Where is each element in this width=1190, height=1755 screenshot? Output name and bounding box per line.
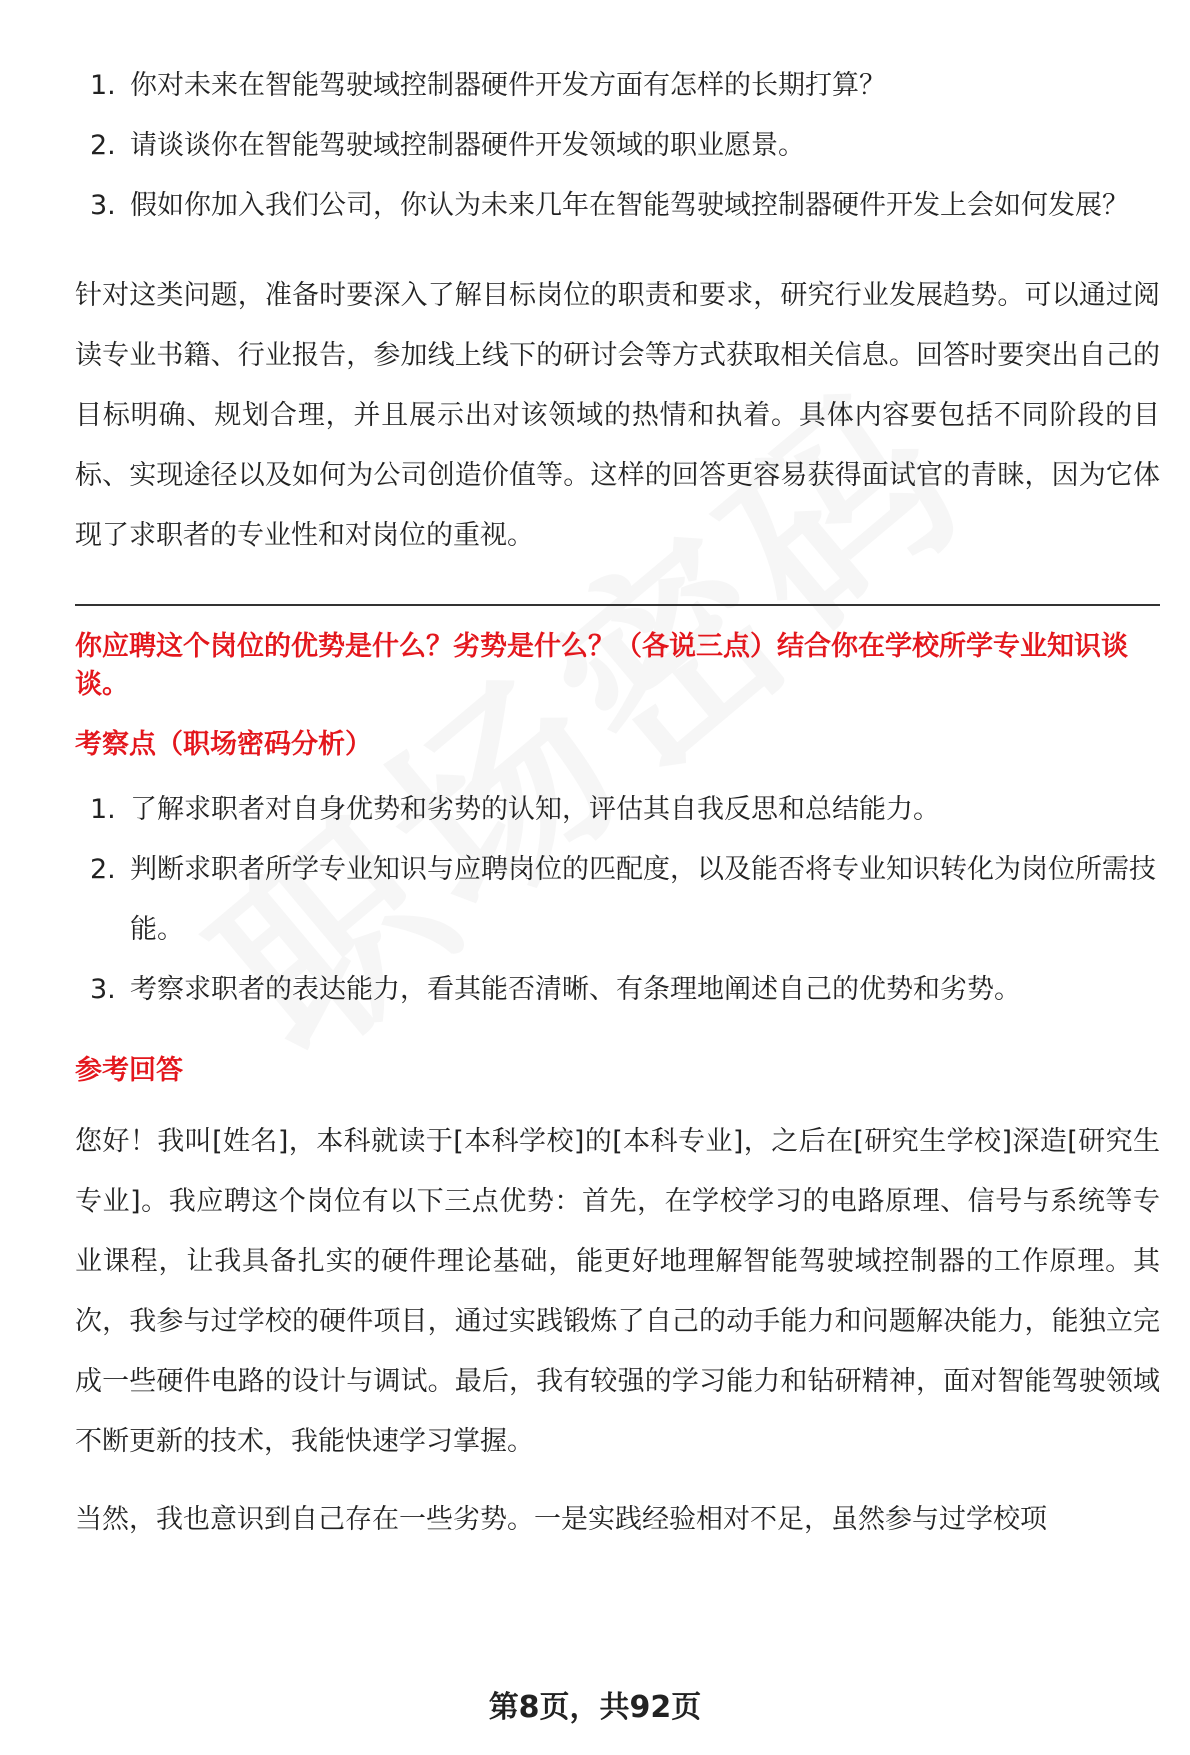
list-number: 1. bbox=[90, 794, 116, 825]
list-item bbox=[75, 116, 1160, 176]
answer-paragraph: 您好！我叫[姓名]，本科就读于[本科学校]的[本科专业]，之后在[研究生学校]深造[研究生专业]。我应聘这个岗位有以下三点优势：首先，在学校学习的电路原理、信号与系统等专业课程，让我具备扎实的硬件理论基础，能更好地理解智能驾驶域控制器的工作原理。其次，我参与过学校的硬件项目，通过实践锻炼了自己的动手能力和问题解决能力，能独立完成一些硬件电路的设计与调试。最后，我有较强的学习能力和钻研精神，面对智能驾驶领域不断更新的技术，我能快速学习掌握。 bbox=[75, 1126, 1160, 1457]
list-item bbox=[75, 960, 1160, 1020]
list-text: 考察求职者的表达能力，看其能否清晰、有条理地阐述自己的优势和劣势。 bbox=[130, 974, 1021, 1005]
analysis-list bbox=[75, 780, 1160, 1020]
list-text: 了解求职者对自身优势和劣势的认知，评估其自我反思和总结能力。 bbox=[130, 794, 940, 825]
question-title: 你应聘这个岗位的优势是什么？劣势是什么？（各说三点）结合你在学校所学专业知识谈谈。 bbox=[75, 631, 1128, 700]
list-number: 1. bbox=[90, 70, 116, 101]
section-divider bbox=[75, 604, 1160, 606]
answer-heading: 参考回答 bbox=[75, 1055, 183, 1086]
answer-paragraph: 当然，我也意识到自己存在一些劣势。一是实践经验相对不足，虽然参与过学校项 bbox=[75, 1504, 1047, 1535]
analysis-heading: 考察点（职场密码分析） bbox=[75, 729, 372, 760]
list-text: 判断求职者所学专业知识与应聘岗位的匹配度，以及能否将专业知识转化为岗位所需技能。 bbox=[130, 854, 1156, 945]
list-item bbox=[75, 780, 1160, 840]
list-item bbox=[75, 176, 1160, 236]
list-text: 请谈谈你在智能驾驶域控制器硬件开发领域的职业愿景。 bbox=[130, 130, 805, 161]
list-number: 2. bbox=[90, 130, 116, 161]
question-list bbox=[75, 56, 1160, 236]
list-number: 2. bbox=[90, 854, 116, 885]
list-number: 3. bbox=[90, 190, 116, 221]
list-item bbox=[75, 840, 1160, 960]
page-content bbox=[75, 56, 1160, 1550]
list-text: 假如你加入我们公司，你认为未来几年在智能驾驶域控制器硬件开发上会如何发展？ bbox=[130, 190, 1129, 221]
page-footer: 第8页，共92页 bbox=[488, 1690, 702, 1725]
list-item bbox=[75, 56, 1160, 116]
list-number: 3. bbox=[90, 974, 116, 1005]
list-text: 你对未来在智能驾驶域控制器硬件开发方面有怎样的长期打算？ bbox=[130, 70, 886, 101]
advice-paragraph: 针对这类问题，准备时要深入了解目标岗位的职责和要求，研究行业发展趋势。可以通过阅读专业书籍、行业报告，参加线上线下的研讨会等方式获取相关信息。回答时要突出自己的目标明确、规划合理，并且展示出对该领域的热情和执着。具体内容要包括不同阶段的目标、实现途径以及如何为公司创造价值等。这样的回答更容易获得面试官的青睐，因为它体现了求职者的专业性和对岗位的重视。 bbox=[75, 280, 1160, 551]
